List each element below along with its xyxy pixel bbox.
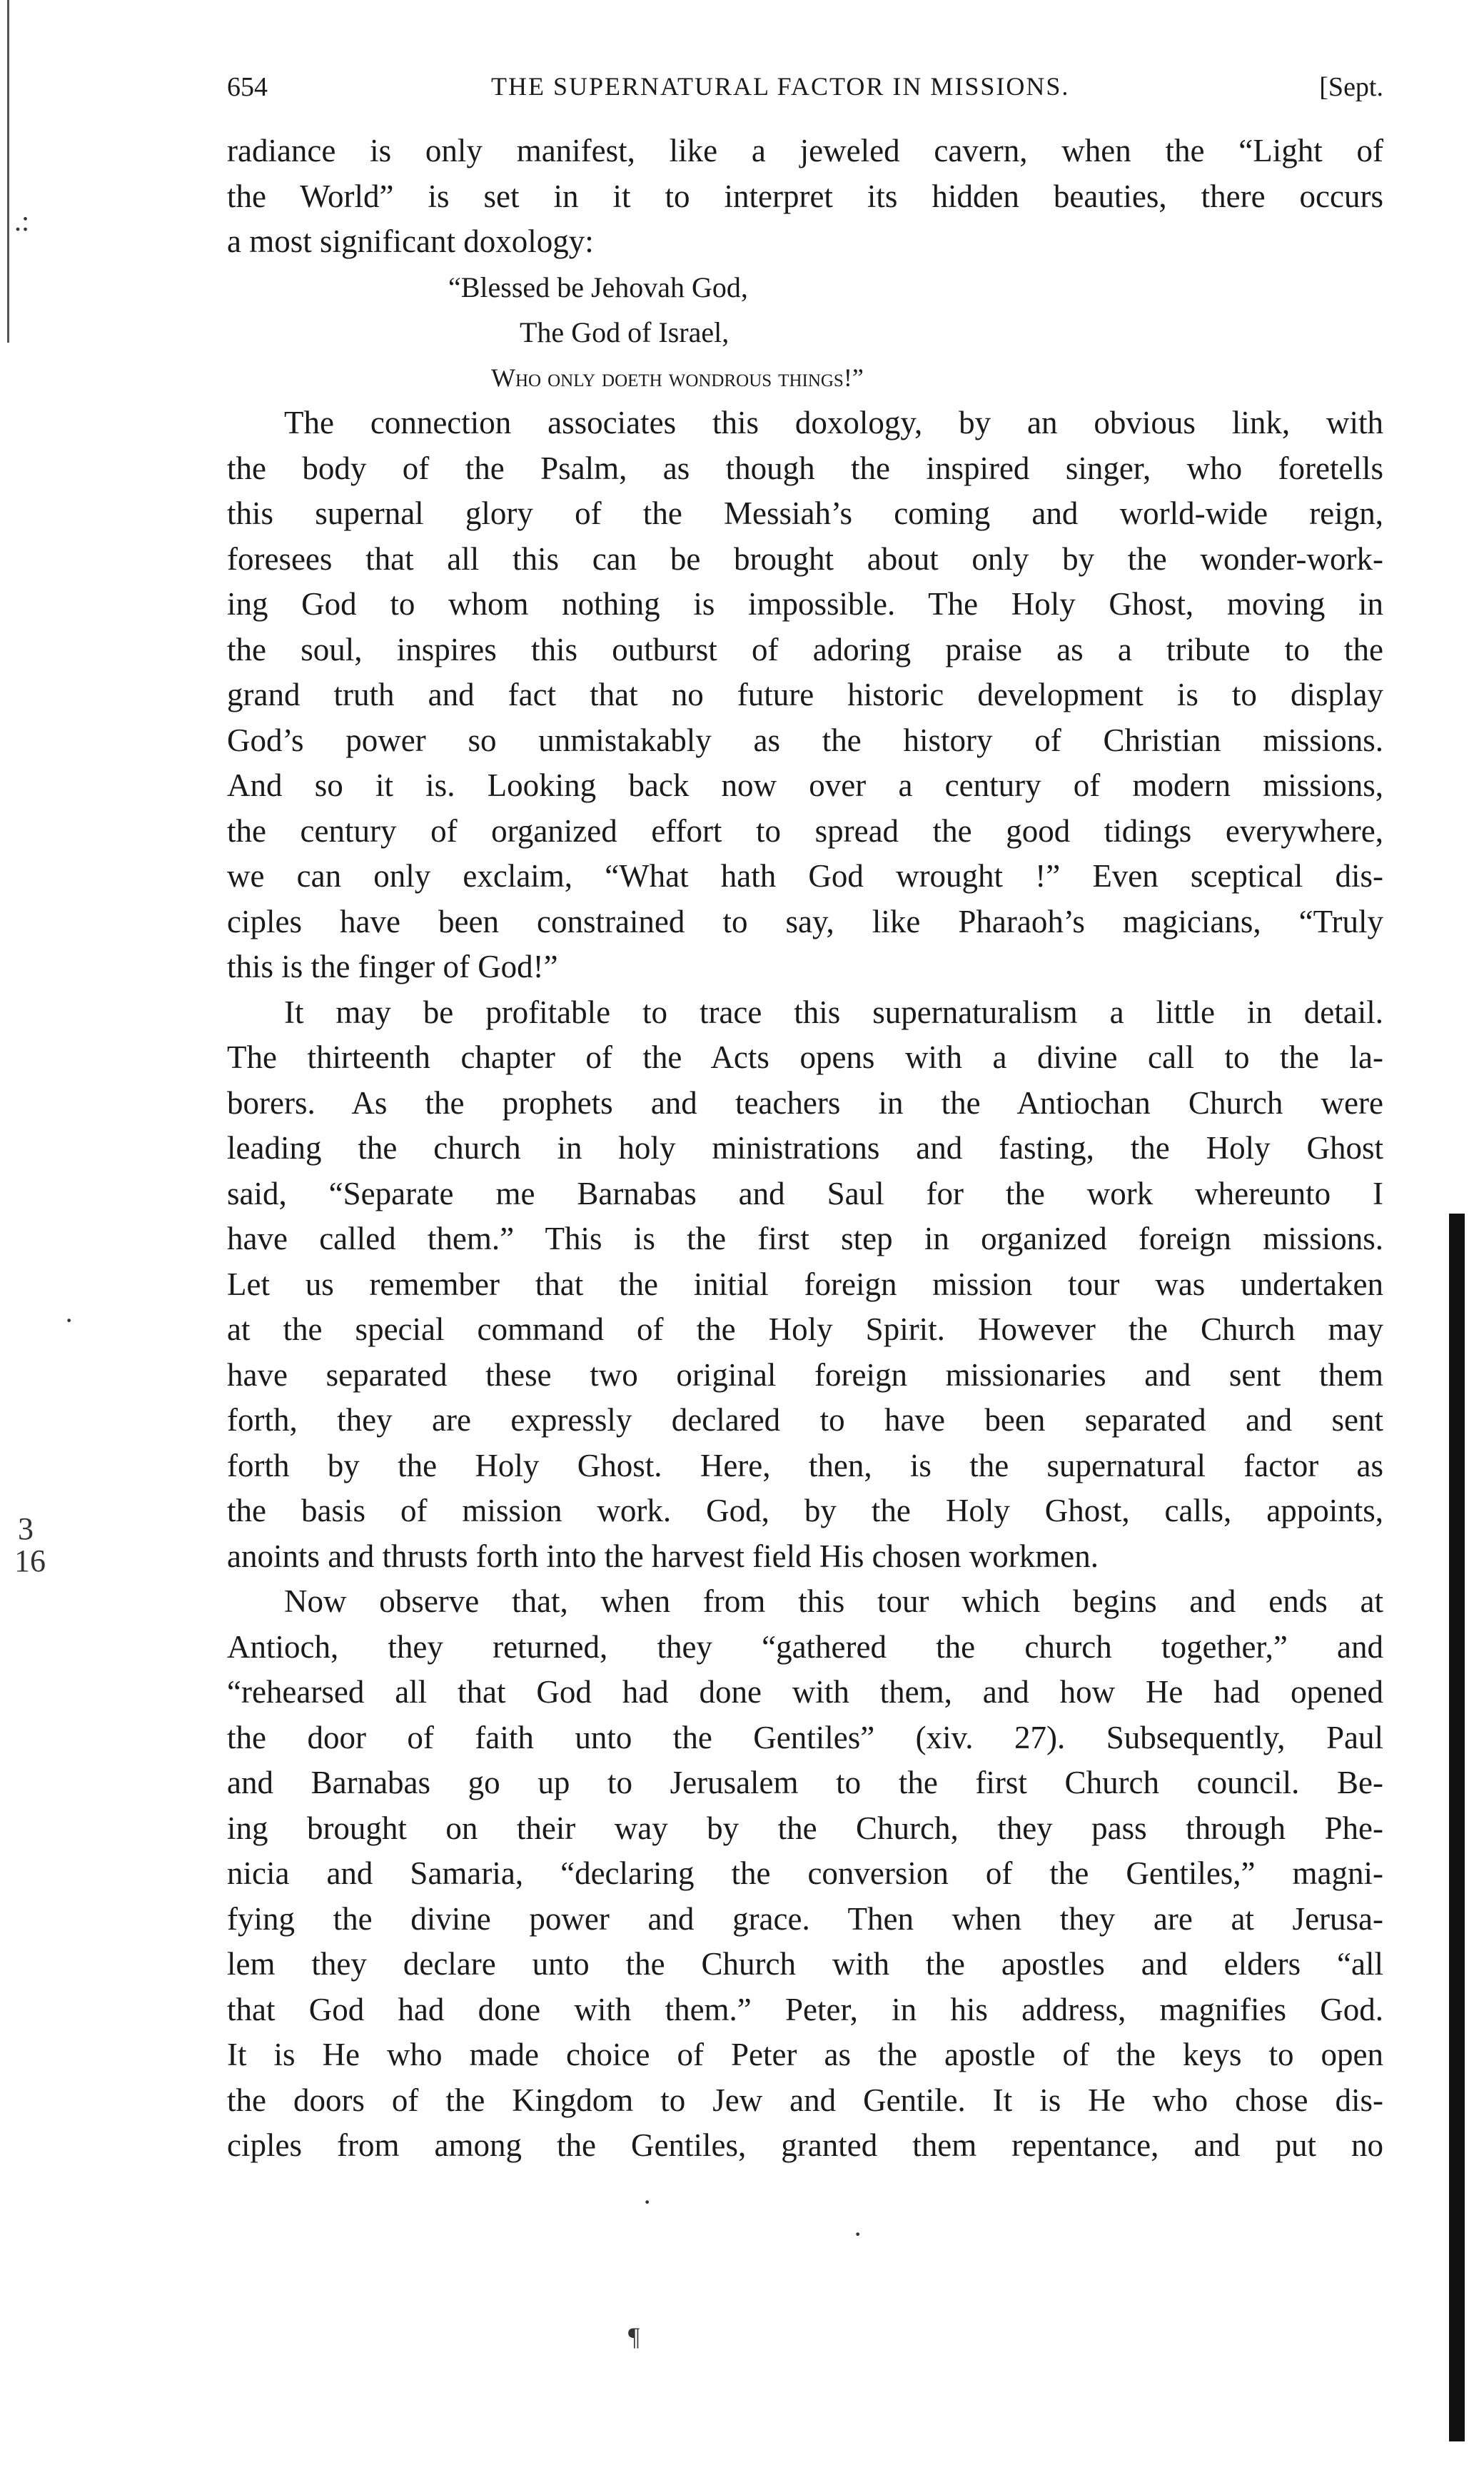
text-line: foresees that all this can be brought about only by the wonder-work- [227, 540, 1383, 577]
margin-mark: ¶ [628, 2322, 640, 2351]
text-line: the door of faith unto the Gentiles” (xiv. 27). Subsequently, Paul [227, 1719, 1383, 1755]
text-line: Let us remember that the initial foreign mission tour was undertaken [227, 1266, 1383, 1302]
text-line: It may be profitable to trace this supernaturalism a little in detail. [284, 994, 1383, 1030]
poem-line: “Blessed be Jehovah God, [448, 271, 748, 303]
margin-mark: 16 [14, 1543, 46, 1578]
text-line: the soul, inspires this outburst of adoring praise as a tribute to the [227, 631, 1383, 667]
margin-mark: · [642, 2186, 652, 2218]
text-line: that God had done with them.” Peter, in his address, magnifies God. [227, 1991, 1383, 2027]
text-line: ing God to whom nothing is impossible. The Holy Ghost, moving in [227, 586, 1383, 622]
poem-line: Who only doeth wondrous things!” [491, 363, 864, 392]
text-line: at the special command of the Holy Spirit. However the Church may [227, 1311, 1383, 1347]
text-line: we can only exclaim, “What hath God wrought !” Even sceptical dis- [227, 858, 1383, 894]
text-line: “rehearsed all that God had done with them, and how He had opened [227, 1674, 1383, 1710]
text-line: the century of organized effort to spread the good tidings everywhere, [227, 812, 1383, 849]
text-line: It is He who made choice of Peter as the apostle of the keys to open [227, 2037, 1383, 2072]
text-line: the basis of mission work. God, by the Holy Ghost, calls, appoints, [227, 1493, 1383, 1528]
text-line: this supernal glory of the Messiah’s coming and world-wide reign, [227, 495, 1383, 531]
running-date: [Sept. [1319, 72, 1383, 102]
text-line: anoints and thrusts forth into the harvest field His chosen workmen. [227, 1538, 1099, 1574]
text-line: borers. As the prophets and teachers in the Antiochan Church were [227, 1084, 1383, 1121]
scan-edge-left [7, 0, 9, 343]
text-line: have separated these two original foreign missionaries and sent them [227, 1356, 1383, 1393]
text-line: grand truth and fact that no future historic development is to display [227, 677, 1383, 712]
margin-mark: 3 [18, 1511, 34, 1546]
text-line: the body of the Psalm, as though the inspired singer, who foretells [227, 450, 1383, 486]
text-line: a most significant doxology: [227, 223, 594, 259]
text-line: ing brought on their way by the Church, they pass through Phe- [227, 1810, 1383, 1846]
text-line: forth by the Holy Ghost. Here, then, is the supernatural factor as [227, 1447, 1383, 1483]
text-line: Now observe that, when from this tour which begins and ends at [284, 1583, 1383, 1619]
running-header [227, 71, 1383, 114]
running-title: THE SUPERNATURAL FACTOR IN MISSIONS. [491, 72, 1070, 101]
margin-mark: .: [14, 205, 30, 237]
text-line: the World” is set in it to interpret its hidden beauties, there occurs [227, 178, 1383, 214]
text-line: the doors of the Kingdom to Jew and Gentile. It is He who chose dis- [227, 2082, 1383, 2118]
page-number: 654 [227, 72, 268, 102]
text-line: said, “Separate me Barnabas and Saul for the work whereunto I [227, 1175, 1383, 1211]
scan-edge-right [1449, 1214, 1465, 2441]
text-line: and Barnabas go up to Jerusalem to the first Church council. Be- [227, 1765, 1383, 1800]
margin-mark: · [64, 1304, 74, 1336]
poem-line: The God of Israel, [520, 316, 730, 348]
text-line: Antioch, they returned, they “gathered the church together,” and [227, 1628, 1383, 1665]
text-line: radiance is only manifest, like a jeweled cavern, when the “Light of [227, 133, 1383, 168]
text-line: lem they declare unto the Church with the apostles and elders “all [227, 1946, 1383, 1982]
text-line: leading the church in holy ministrations and fasting, the Holy Ghost [227, 1130, 1383, 1166]
margin-mark: · [853, 2218, 863, 2250]
text-line: nicia and Samaria, “declaring the conversion of the Gentiles,” magni- [227, 1855, 1383, 1891]
text-line: fying the divine power and grace. Then when they are at Jerusa- [227, 1900, 1383, 1937]
text-line: The thirteenth chapter of the Acts opens with a divine call to the la- [227, 1039, 1383, 1075]
text-line: this is the finger of God!” [227, 949, 558, 984]
text-line: ciples from among the Gentiles, granted them repentance, and put no [227, 2127, 1383, 2163]
text-line: forth, they are expressly declared to have been separated and sent [227, 1402, 1383, 1438]
text-line: God’s power so unmistakably as the history of Christian missions. [227, 722, 1383, 758]
text-line: And so it is. Looking back now over a century of modern missions, [227, 767, 1383, 803]
text-line: ciples have been constrained to say, like Pharaoh’s magicians, “Truly [227, 903, 1383, 939]
text-line: The connection associates this doxology, by an obvious link, with [284, 405, 1383, 440]
body-text [227, 128, 1383, 2169]
text-line: have called them.” This is the first step in organized foreign missions. [227, 1221, 1383, 1256]
